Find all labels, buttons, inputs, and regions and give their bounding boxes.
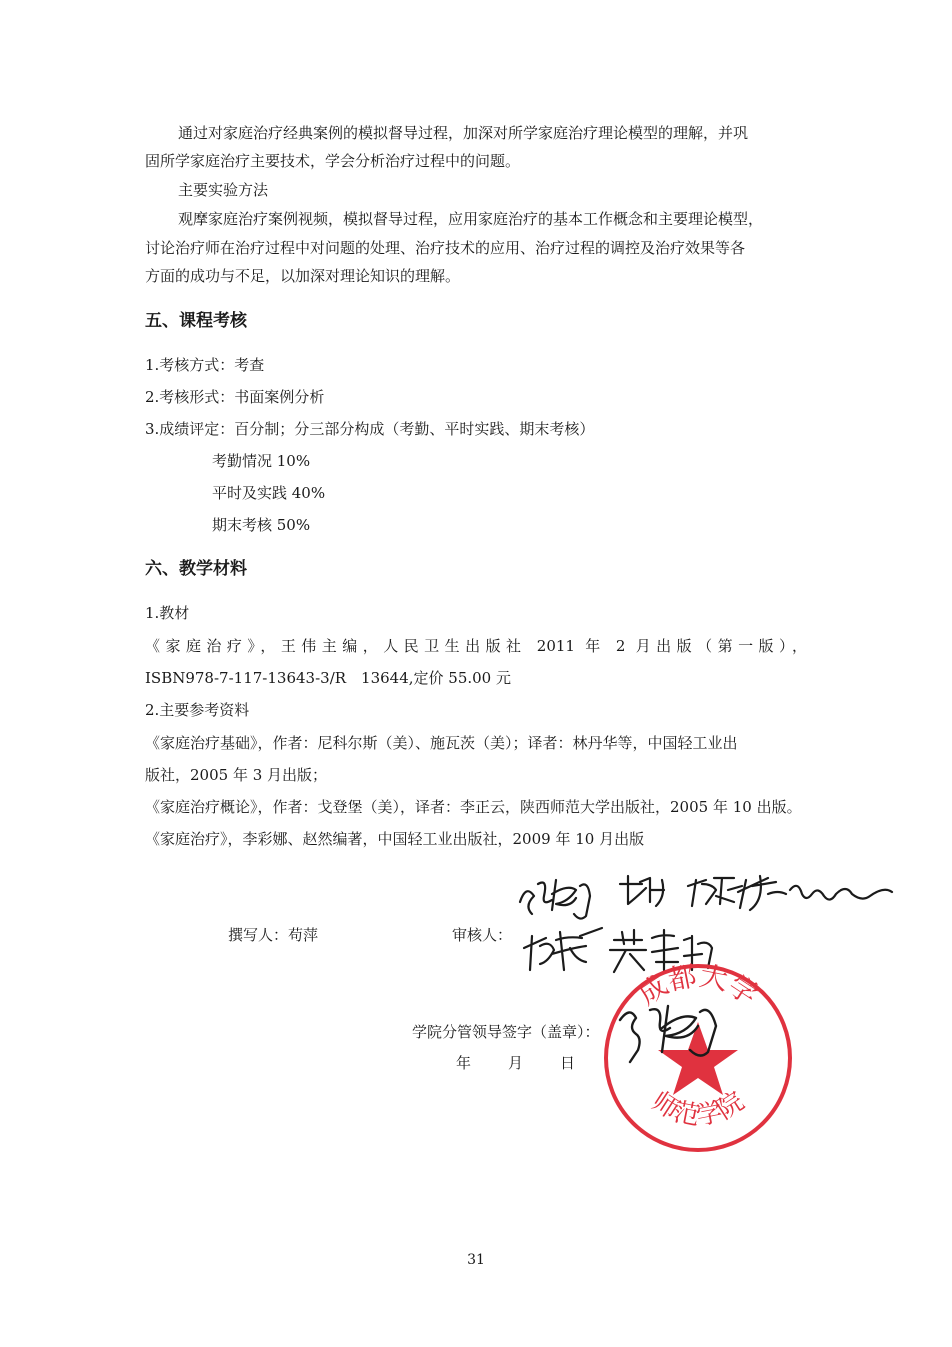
section5-item3: 3.成绩评定：百分制；分三部分构成（考勤、平时实践、期末考核）: [145, 420, 595, 438]
ref3: 《家庭治疗》，李彩娜、赵然编著，中国轻工业出版社，2009 年 10 月出版: [145, 830, 645, 848]
para1-line1: 通过对家庭治疗经典案例的模拟督导过程，加深对所学家庭治疗理论模型的理解，并巩: [178, 124, 749, 142]
section5-sub2: 平时及实践 40%: [212, 484, 326, 502]
leader-label: 学院分管领导签字（盖章）：: [412, 1023, 600, 1041]
section6-item2: 2.主要参考资料: [145, 701, 250, 719]
section5-sub3: 期末考核 50%: [212, 516, 311, 534]
date-day: 日: [560, 1054, 576, 1072]
signature-scribble-2: [620, 876, 664, 906]
section5-sub1: 考勤情况 10%: [212, 452, 311, 470]
signature-scribble-4: [738, 876, 892, 910]
stamp-star: [658, 1022, 738, 1095]
textbook-line1: 《家庭治疗》，王伟主编，人民卫生出版社 2011 年 2 月出版（第一版），: [145, 637, 807, 655]
section5-item2: 2.考核形式：书面案例分析: [145, 388, 325, 406]
para2-line2: 讨论治疗师在治疗过程中对问题的处理、治疗技术的应用、治疗过程的调控及治疗效果等各: [145, 239, 746, 257]
reviewer-label: 审核人：: [452, 926, 513, 944]
date-month: 月: [508, 1054, 524, 1072]
methods-title: 主要实验方法: [178, 181, 269, 199]
para2-line3: 方面的成功与不足，以加深对理论知识的理解。: [145, 267, 461, 285]
date-year: 年: [456, 1054, 472, 1072]
writer-label: 撰写人：苟萍: [228, 926, 319, 944]
ref1-line1: 《家庭治疗基础》，作者：尼科尔斯（美）、施瓦茨（美）；译者：林丹华等，中国轻工业出: [145, 734, 738, 752]
stamp-top-text: 成都大学: [632, 959, 764, 1012]
reviewer-signatures: [520, 876, 892, 972]
signature-scribble-1: [520, 880, 590, 919]
para2-line1: 观摩家庭治疗案例视频，模拟督导过程，应用家庭治疗的基本工作概念和主要理论模型，: [178, 210, 764, 228]
section6-item1: 1.教材: [145, 604, 190, 622]
signature-scribble-3: [688, 878, 742, 906]
ref2: 《家庭治疗概论》，作者：戈登堡（美），译者：李正云，陕西师范大学出版社，2005 年 10 出版。: [145, 798, 802, 816]
signature-scribble-5: [524, 928, 602, 970]
para1-line2: 固所学家庭治疗主要技术，学会分析治疗过程中的问题。: [145, 152, 521, 170]
stamp-bottom-text: 师范学院: [646, 1086, 750, 1132]
section6-heading: 六、教学材料: [145, 559, 247, 579]
ref1-line2: 版社，2005 年 3 月出版；: [145, 766, 328, 784]
section5-item1: 1.考核方式：考查: [145, 356, 265, 374]
page-number: 31: [467, 1252, 485, 1268]
section5-heading: 五、课程考核: [145, 311, 247, 331]
textbook-line2: ISBN978-7-117-13643-3/R 13644,定价 55.00 元: [145, 669, 511, 687]
